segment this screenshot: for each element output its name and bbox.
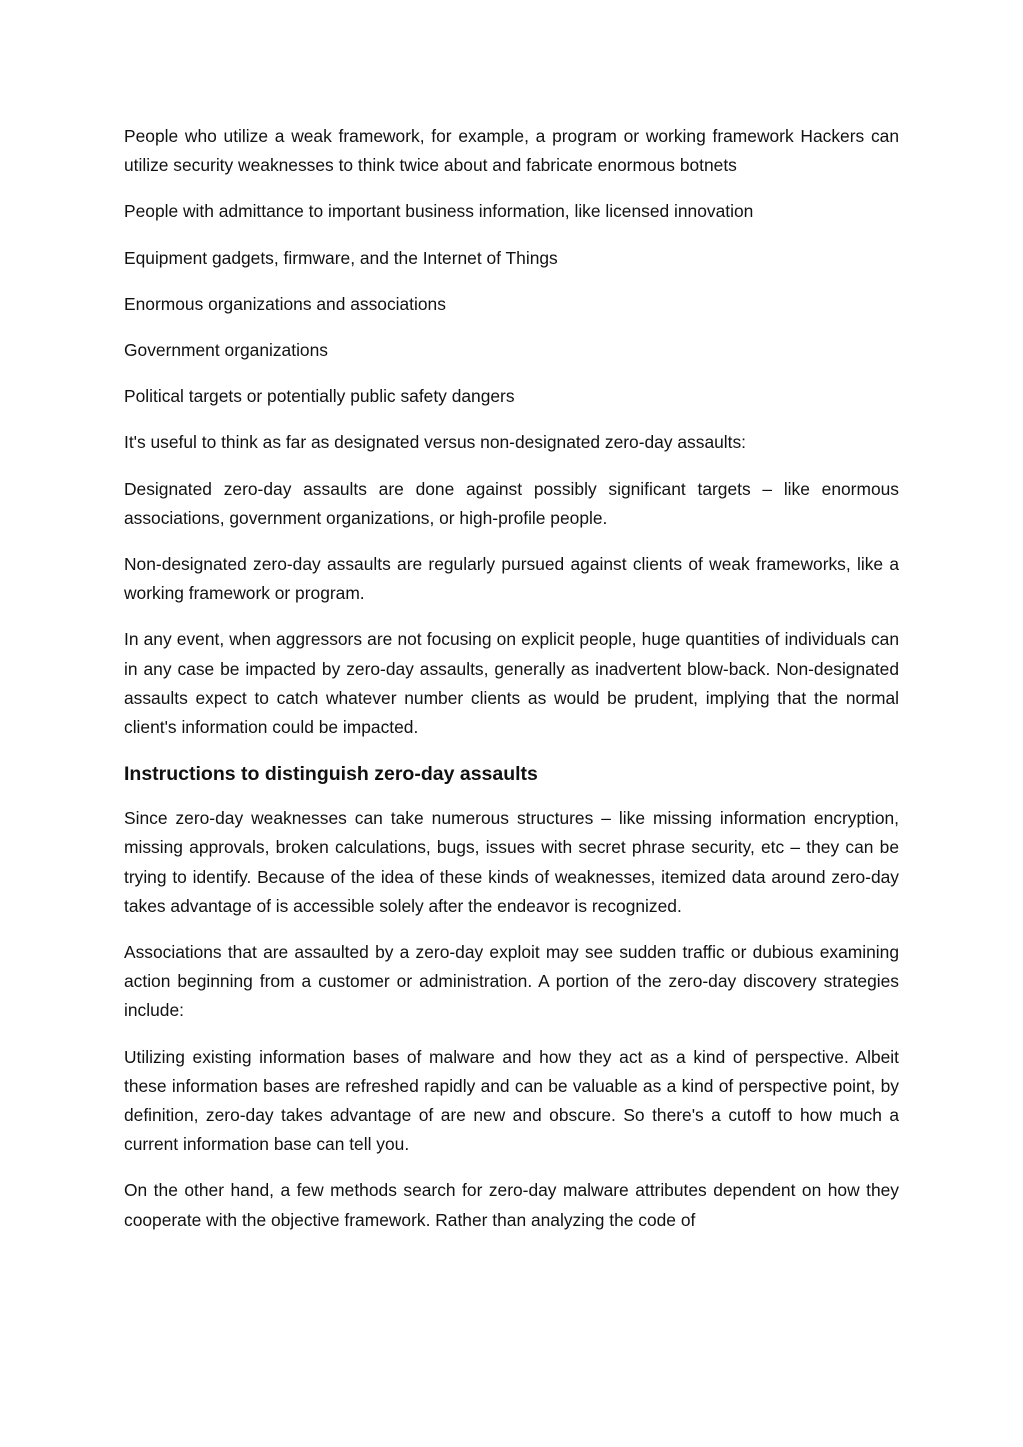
- paragraph-weak-framework-users: People who utilize a weak framework, for example, a program or working framework Hackers can utilize security weaknesses to think twice about and fabricate enormous botnets: [124, 126, 899, 176]
- paragraph-political-targets: Political targets or potentially public safety dangers: [124, 386, 515, 407]
- paragraph-sudden-traffic: Associations that are assaulted by a zero-day exploit may see sudden traffic or dubious examining action beginning from a customer or administration. A portion of the zero-day discovery strategies include:: [124, 942, 899, 1021]
- paragraph-malware-attributes: On the other hand, a few methods search for zero-day malware attributes dependent on how they cooperate with the objective framework. Rather than analyzing the code of: [124, 1180, 899, 1230]
- paragraph-equipment-gadgets: Equipment gadgets, firmware, and the Internet of Things: [124, 247, 558, 268]
- document-page: [124, 122, 899, 1252]
- paragraph-designated-assaults: Designated zero-day assaults are done against possibly significant targets – like enormous associations, government organizations, or high-profile people.: [124, 478, 899, 528]
- section-heading: Instructions to distinguish zero-day assaults: [124, 763, 538, 786]
- paragraph-enormous-organizations: Enormous organizations and associations: [124, 293, 446, 314]
- paragraph-non-designated-assaults: Non-designated zero-day assaults are regularly pursued against clients of weak frameworks, like a working framework or program.: [124, 554, 899, 604]
- paragraph-blowback: In any event, when aggressors are not focusing on explicit people, huge quantities of individuals can in any case be impacted by zero-day assaults, generally as inadvertent blow-back. Non-designated assaults expect to catch whatever number clients as would be prudent, implying that the normal client's information could be impacted.: [124, 629, 899, 738]
- paragraph-government-organizations: Government organizations: [124, 340, 328, 361]
- paragraph-designated-intro: It's useful to think as far as designated versus non-designated zero-day assaults:: [124, 432, 747, 453]
- paragraph-business-information: People with admittance to important business information, like licensed innovation: [124, 201, 754, 222]
- paragraph-malware-databases: Utilizing existing information bases of malware and how they act as a kind of perspective. Albeit these information bases are refreshed rapidly and can be valuable as a kind of perspective point, by definition, zero-day takes advantage of are new and obscure. So there's a cutoff to how much a current information base can tell you.: [124, 1046, 899, 1155]
- paragraph-weakness-structures: Since zero-day weaknesses can take numerous structures – like missing information encryption, missing approvals, broken calculations, bugs, issues with secret phrase security, etc – they can be trying to identify. Because of the idea of these kinds of weaknesses, itemized data around zero-day takes advantage of is accessible solely after the endeavor is recognized.: [124, 808, 899, 916]
